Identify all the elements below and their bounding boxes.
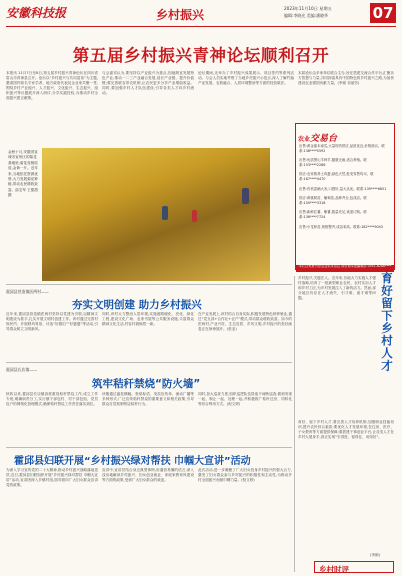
- issue-editors: 编辑:李晓光 美编:潘晓华: [284, 13, 328, 18]
- commentary-author: (李颖): [370, 553, 380, 557]
- divider: [6, 362, 292, 363]
- photo-figure-person: [242, 188, 249, 204]
- market-item: 供应:黄桃树苗、葡萄苗,品种齐全,包成活。联系:150****3318: [299, 196, 367, 205]
- photo-figure-person: [192, 210, 197, 222]
- market-items: [299, 144, 393, 234]
- photo1-caption: 金秋十月,安徽省宣城市宣州区的菊花基地里,菊花竞相绽放,金黄一片。近年来,当地依托资源优势,大力发展菊花种植,带动农民增收致富。邵宝军 王甜甜 摄: [8, 150, 38, 198]
- article1-col3: 论坛期间,还举办了乡村振兴成果展示、项目签约等系列活动。与会人员实地考察了当地乡村振兴示范点,深入了解竹编产业发展、农旅融合、人居环境整治等方面的经验做法。: [198, 71, 294, 86]
- paper-name: 安徽科技报: [6, 6, 67, 20]
- divider: [294, 276, 295, 572]
- article4-col1: 为深入学习宣传党的二十大精神,推动乡村振兴战略落地见效,近日,霍邱县妇联组织开展“乡村振兴绿对帮扶 巾帼大宣讲”活动,宣讲团深入乡镇村组,面对面向广大妇女群众宣讲党的政策。: [6, 468, 98, 488]
- column-badge-label: 乡村时评: [319, 564, 349, 574]
- column-badge: [314, 561, 394, 573]
- masthead: [6, 2, 396, 27]
- market-footer: 本栏目免费刊登农业供求信息 请咨询本报编辑部 0551-6286****: [296, 265, 394, 272]
- article4-headline: 霍邱县妇联开展“乡村振兴绿对帮扶 巾帼大宣讲”活动: [14, 456, 251, 467]
- market-item: 出售:优质黑山羊种羊,健康无病,适合养殖。联系:153****2286: [299, 158, 367, 167]
- article4-col3: 此次活动,进一步凝聚了广大妇女投身乡村振兴的强大合力,激发了妇女群众参与乡村振兴的积极性和主动性,为推动乡村全面振兴贡献巾帼力量。(倪文婷): [198, 468, 292, 483]
- chrysanthemum-field-photo: [42, 148, 270, 281]
- divider: [6, 447, 292, 448]
- article1-col2: 与会嘉宾认为,要坚持以产业振兴为重点,因地制宜发展特色产业,推动一二三产业融合发展,延长产业链、提升价值链;要完善联农带农机制,让农民更多分享产业增值收益。同时,要加强乡村人才队伍建设,引导各类人才向乡村流动。: [102, 71, 194, 96]
- divider: [6, 284, 292, 285]
- article2-col2: 同时,该村大力整治人居环境,实施道路硬化、亮化、绿化工程,建设文化广场、农家书屋等公共服务设施,丰富群众精神文化生活,村容村貌焕然一新。: [102, 312, 194, 327]
- article1-col1: 本报讯 11月7日至8日,第五届乡村振兴青神论坛在四川省眉山市青神县召开。论坛以“乡村振兴与共同富裕”为主题,邀请国内知名专家学者、地方政府代表及企业家共聚一堂,围绕乡村产业振兴、人才振兴、文化振兴、生态振兴、组织振兴等议题展开深入研讨,分享实践经验,为推动乡村全面振兴建言献策。: [6, 71, 98, 101]
- commentary-headline: 育好留下乡村人才: [380, 272, 394, 372]
- commentary-col2: 育好、留下乡村人才,要完善人才培养机制,加强职业技能培训,提升农民综合素质;要优化人才发展环境,在住房、医疗、子女教育等方面提供保障;要搭建干事创业平台,让各类人才在乡村大展身手,真正实现“引得进、留得住、用得好”。: [298, 420, 394, 440]
- article1-headline: 第五届乡村振兴青神论坛顺利召开: [72, 46, 330, 65]
- market-item: 出售:新鲜红薯、紫薯,数量充足,欢迎订购。联系:136****7724: [299, 210, 367, 219]
- article2-col3: 在产业发展上,该村结合自身实际,积极发展特色种养殖业,通过“党支部+合作社+农户”模式,带动群众增收致富。如今的医两村,产业兴旺、生态宜居、乡风文明,乡村振兴的美好画卷正在徐徐展开。(张亚): [198, 312, 292, 332]
- article2-headline: 夯实文明创建 助力乡村振兴: [72, 299, 202, 311]
- market-title-main: 交易台: [310, 134, 338, 144]
- commentary-col1: 乡村振兴,关键在人。近年来,各地大力实施人才强村战略,培育了一批新型职业农民、农村实用人才和乡村工匠,为乡村发展注入了新的活力。然而,部分地区仍存在人才流失、引才难、留才难等问题。: [298, 276, 376, 301]
- article3-col2: 该镇通过悬挂横幅、张贴标语、发放宣传单、流动广播等多种形式,广泛宣传秸秆禁烧的重要意义和相关政策,引导群众自觉抵制焚烧秸秆行为。: [102, 392, 194, 407]
- market-item: 出售:小龙虾苗,规格整齐,成活率高。联系:182****9043: [299, 224, 383, 229]
- market-title-prefix: 农业: [298, 136, 311, 143]
- market-item: 供应:农家散养土鸡蛋,绿色天然,批发零售均可。联系:187****4470: [299, 172, 374, 181]
- agri-market-title: [298, 126, 338, 144]
- market-item: 出售:有机富硒大米,口感好,量大从优。联系:139****6651: [299, 186, 387, 191]
- article1-col4: 本届论坛由多家单位联合主办,旨在搭建交流合作平台,汇聚各方智慧与力量,共同探索具有中国特色的乡村振兴之路,为加快建设农业强国贡献力量。(李豪 祁丽芳): [298, 71, 394, 86]
- page-number: 07: [370, 3, 396, 23]
- issue-date: 2023年11月10日 星期五: [284, 6, 332, 11]
- photo-figure-person: [162, 206, 168, 220]
- article3-subtitle: 霍邱县长店镇——: [6, 367, 38, 372]
- article3-col1: 秋收以来,霍邱县长店镇高度重视秸秆禁烧工作,成立工作专班,明确职责分工,实行镇干部包村、村干部包组、党员包户的网格化管理模式,确保秸秆禁烧工作责任落实到位。: [6, 392, 98, 407]
- article2-subtitle: 霍邱县营造镇医两村——: [6, 289, 49, 294]
- article3-headline: 筑牢秸秆禁烧“防火墙”: [92, 378, 201, 390]
- section-name: 乡村振兴: [156, 8, 205, 22]
- article2-col1: 近年来,霍邱县营造镇医两村坚持以党建为引领,以精神文明建设为抓手,扎实开展文明村创建工作。该村通过完善村规民约、开展移风易俗、评选“好媳妇”“好婆婆”等活动,引导群众树立文明新风。: [6, 312, 98, 332]
- market-item: 出售:黄金蜜本南瓜,大量现货供应,品质优良,价格面议。联系:138****5592: [299, 144, 385, 153]
- article4-col2: 宣讲中,宣讲员结合身边典型事例,用通俗易懂的语言,深入浅出地解读乡村振兴、妇女创业就业、家庭家教家风建设等方面的政策,受到广大妇女群众的欢迎。: [102, 468, 194, 483]
- article3-col3: 同时,加大巡查力度,组织巡逻队伍昼夜不间断巡查,做到发现一起、制止一起、处理一起,并积极推广秸秆还田、饲料化等综合利用方式。(倪文婷): [198, 392, 292, 407]
